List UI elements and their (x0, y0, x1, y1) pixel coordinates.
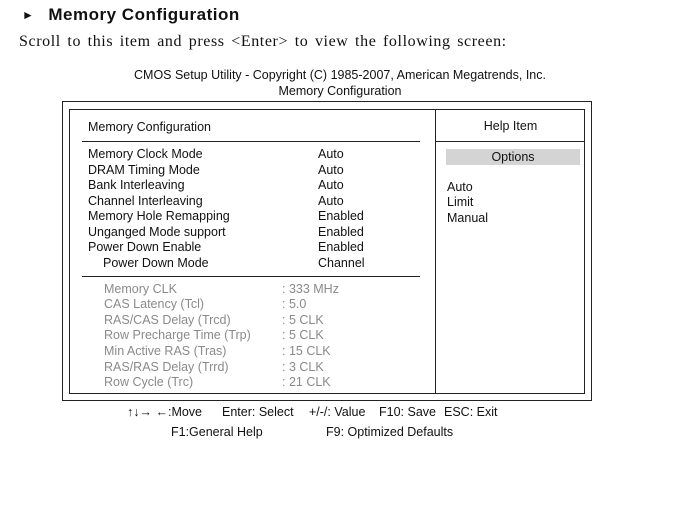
info-value-cas-latency: : 5.0 (282, 297, 307, 311)
info-value-ras-cas-delay: : 5 CLK (282, 313, 324, 327)
info-value-memory-clk: : 333 MHz (282, 282, 339, 296)
info-label-row-precharge: Row Precharge Time (Trp) (104, 328, 251, 342)
title-divider (82, 141, 420, 142)
utility-title: CMOS Setup Utility - Copyright (C) 1985-2007, American Megatrends, Inc. (134, 68, 546, 82)
setting-label-memory-hole-remapping[interactable]: Memory Hole Remapping (88, 209, 230, 223)
cmos-header (0, 68, 680, 99)
setting-value-memory-hole-remapping[interactable]: Enabled (318, 209, 364, 223)
setting-value-memory-clock-mode[interactable]: Auto (318, 147, 344, 161)
panel-divider (435, 109, 436, 394)
option-limit[interactable]: Limit (447, 195, 474, 209)
footer-help-key: F1:General Help (171, 425, 263, 439)
setting-label-channel-interleaving[interactable]: Channel Interleaving (88, 194, 203, 208)
left-panel-title: Memory Configuration (88, 120, 211, 134)
options-title: Options (491, 150, 535, 164)
help-title-divider (436, 141, 585, 142)
info-label-min-active-ras: Min Active RAS (Tras) (104, 344, 227, 358)
setting-value-bank-interleaving[interactable]: Auto (318, 178, 344, 192)
footer-defaults-key: F9: Optimized Defaults (326, 425, 454, 439)
section-heading (22, 5, 240, 25)
section-title: Memory Configuration (48, 5, 240, 24)
info-value-row-cycle: : 21 CLK (282, 375, 331, 389)
help-item-title: Help Item (483, 119, 538, 133)
setting-value-channel-interleaving[interactable]: Auto (318, 194, 344, 208)
footer-enter-key: Enter: Select (222, 405, 294, 419)
setting-label-dram-timing-mode[interactable]: DRAM Timing Mode (88, 163, 200, 177)
triangle-bullet-icon: ► (22, 8, 35, 22)
info-value-ras-ras-delay: : 3 CLK (282, 360, 324, 374)
setting-value-power-down-enable[interactable]: Enabled (318, 240, 364, 254)
settings-divider (82, 276, 420, 277)
setting-label-unganged-mode[interactable]: Unganged Mode support (88, 225, 226, 239)
info-label-cas-latency: CAS Latency (Tcl) (104, 297, 205, 311)
setting-label-bank-interleaving[interactable]: Bank Interleaving (88, 178, 185, 192)
setting-value-dram-timing-mode[interactable]: Auto (318, 163, 344, 177)
setting-label-memory-clock-mode[interactable]: Memory Clock Mode (88, 147, 203, 161)
option-manual[interactable]: Manual (447, 211, 488, 225)
intro-text: Scroll to this item and press <Enter> to view the following screen: (19, 33, 507, 50)
setting-value-unganged-mode[interactable]: Enabled (318, 225, 364, 239)
info-label-memory-clk: Memory CLK (104, 282, 177, 296)
footer-exit-key: ESC: Exit (444, 405, 498, 419)
footer-value-key: +/-/: Value (309, 405, 366, 419)
footer-move-key: ↑↓→ ←:Move (127, 405, 203, 419)
footer-save-key: F10: Save (379, 405, 436, 419)
info-value-min-active-ras: : 15 CLK (282, 344, 331, 358)
info-label-ras-ras-delay: RAS/RAS Delay (Trrd) (104, 360, 229, 374)
option-auto[interactable]: Auto (447, 180, 473, 194)
screen-title: Memory Configuration (278, 83, 402, 98)
info-label-ras-cas-delay: RAS/CAS Delay (Trcd) (104, 313, 231, 327)
info-label-row-cycle: Row Cycle (Trc) (104, 375, 194, 389)
setting-value-power-down-mode[interactable]: Channel (318, 256, 365, 270)
setting-label-power-down-mode[interactable]: Power Down Mode (103, 256, 209, 270)
setting-label-power-down-enable[interactable]: Power Down Enable (88, 240, 202, 254)
info-value-row-precharge: : 5 CLK (282, 328, 324, 342)
